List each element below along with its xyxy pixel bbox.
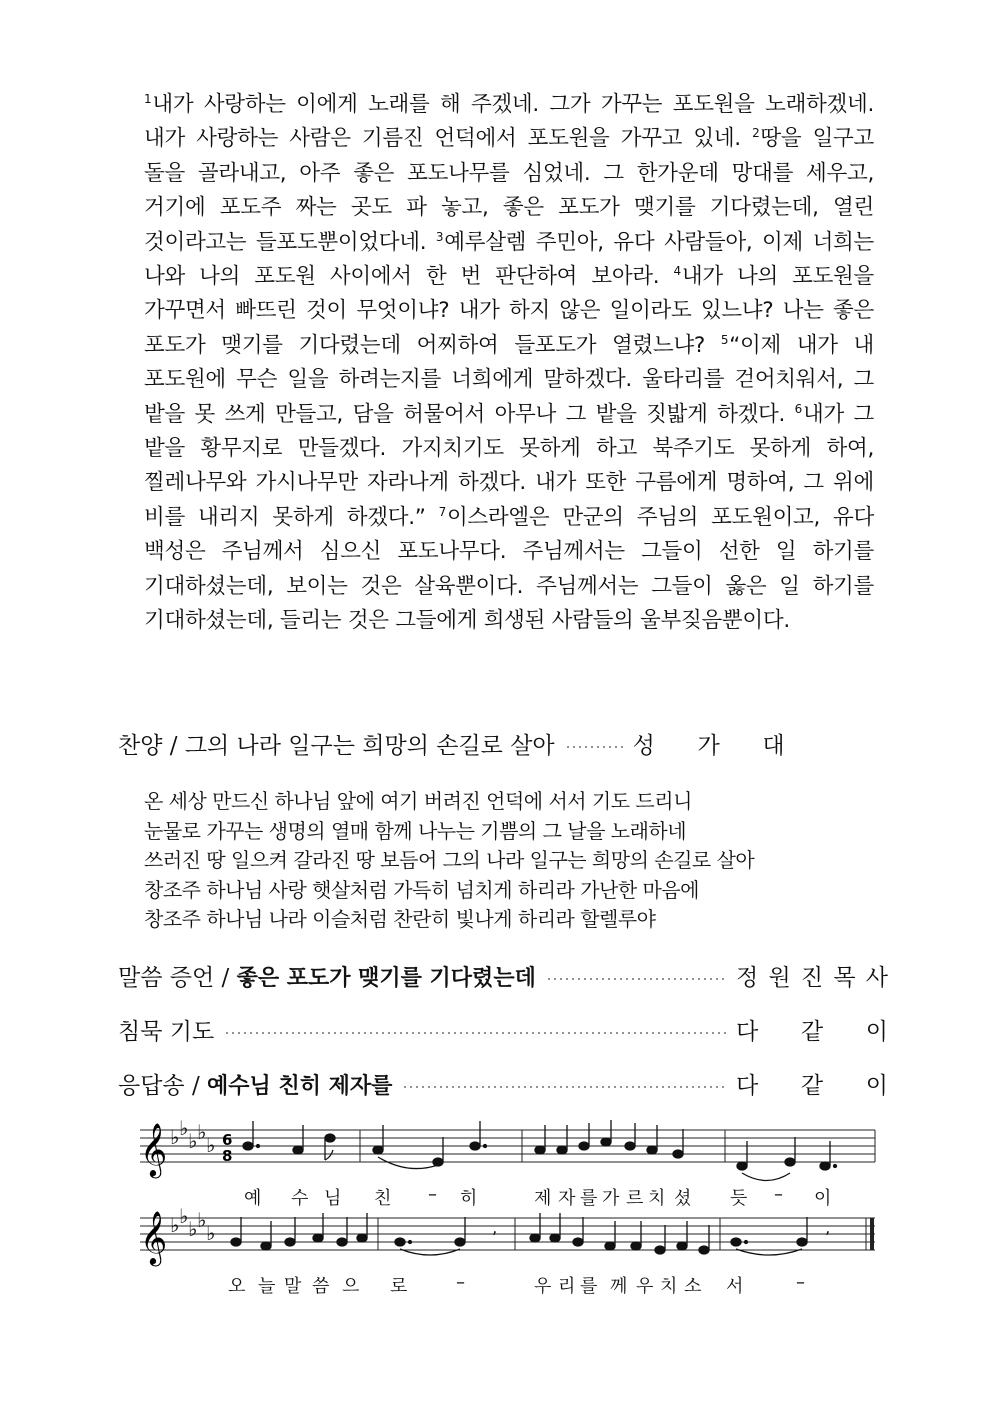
treble-clef-icon: 𝄞 xyxy=(140,1122,168,1176)
performer-char: 다 xyxy=(736,1018,759,1045)
order-item-performer xyxy=(736,1013,888,1046)
lyric-syllable: 이 xyxy=(814,1188,832,1209)
lyric-syllable: 치 xyxy=(660,1276,678,1297)
order-item-prefix: 응답송 / xyxy=(118,1072,208,1099)
svg-text:♭: ♭ xyxy=(197,1208,207,1232)
verse-text: 내가 사랑하는 이에게 노래를 해 주겠네. 그가 가꾸는 포도원을 노래하겠네. 내가 사랑하는 사람은 기름진 언덕에서 포도원을 가꾸고 있네. xyxy=(144,92,874,152)
lyric-syllable: 자 xyxy=(558,1188,576,1209)
key-signature-flats xyxy=(170,1116,215,1157)
lyric-syllable: 서 xyxy=(726,1276,744,1297)
rest-marks xyxy=(492,1228,830,1247)
order-item-label xyxy=(118,727,555,760)
lyric-syllable: – xyxy=(428,1184,437,1205)
verse-text: 내가 그 밭을 황무지로 만들겠다. 가지치기도 못하게 하고 북주기도 못하게 하여, 찔레나무와 가시나무만 자라나게 하겠다. 내가 또한 구름에게 명하여, 그 위에 비를 내리지 못하게 하겠다.” xyxy=(144,401,874,530)
speaker-char: 정 xyxy=(736,964,759,991)
speaker-char: 원 xyxy=(768,964,791,991)
svg-text:ʼ: ʼ xyxy=(492,1228,498,1247)
speaker-char: 진 xyxy=(800,964,824,991)
lyric-syllable: 를 xyxy=(580,1188,598,1209)
lyric-syllable: – xyxy=(796,1272,805,1293)
lyric-syllable: 오 xyxy=(228,1276,246,1297)
dot-leader xyxy=(565,746,623,748)
performer-char: 대 xyxy=(762,732,785,759)
order-item-label: 침묵 기도 xyxy=(118,1018,215,1045)
verse-number: 2 xyxy=(752,126,760,141)
svg-text:♭: ♭ xyxy=(170,1213,180,1237)
lyric-syllable: 셨 xyxy=(674,1188,692,1209)
speaker-char: 사 xyxy=(865,964,888,991)
svg-text:♭: ♭ xyxy=(170,1125,180,1149)
order-item-label xyxy=(118,1067,392,1100)
lyric-syllable: 씀 xyxy=(312,1276,330,1297)
lyric-syllable: 듯 xyxy=(730,1188,748,1209)
order-item-performer xyxy=(633,727,785,760)
svg-text:♭: ♭ xyxy=(188,1217,198,1241)
order-item-silent-prayer xyxy=(118,1011,888,1047)
lyric-syllable: 예 xyxy=(244,1188,262,1209)
performer-char: 같 xyxy=(800,1072,824,1099)
svg-text:♭: ♭ xyxy=(179,1116,189,1140)
hymn-line: 쓰러진 땅 일으켜 갈라진 땅 보듬어 그의 나라 일구는 희망의 손길로 살아 xyxy=(144,848,755,872)
treble-clef-icon: 𝄞 xyxy=(140,1210,168,1264)
verse-number: 1 xyxy=(144,92,152,106)
verse-number: 7 xyxy=(438,504,446,519)
lyric-syllable: 로 xyxy=(390,1276,408,1297)
svg-text:♭: ♭ xyxy=(206,1133,216,1157)
sermon-title: 좋은 포도가 맺기를 기다렸는데 xyxy=(236,965,536,991)
performer-char: 가 xyxy=(697,732,720,759)
lyric-syllable: 께 xyxy=(610,1276,628,1297)
lyric-syllable: 소 xyxy=(684,1276,702,1297)
lyric-syllable: 를 xyxy=(580,1276,598,1297)
svg-text:♭: ♭ xyxy=(179,1204,189,1228)
performer-char: 성 xyxy=(632,732,655,759)
time-signature-bottom: 8 xyxy=(222,1147,233,1165)
verse-text: 내가 나의 포도원을 가꾸면서 빠뜨린 것이 무엇이냐? 내가 하지 않은 일이라도 있느냐? 나는 좋은 포도가 맺기를 기다렸는데 어찌하여 들포도가 열렸느냐? xyxy=(144,264,874,358)
performer-char: 같 xyxy=(800,1018,824,1045)
svg-text:♭: ♭ xyxy=(206,1221,216,1245)
verse-text: 땅을 일구고 돌을 골라내고, 아주 좋은 포도나무를 심었네. 그 한가운데 망대를 세우고, 거기에 포도주 짜는 곳도 파 놓고, 좋은 포도가 맺기를 기다렸는데, 열린 것이라고는 들포도뿐이었다네. xyxy=(144,126,874,255)
svg-text:♭: ♭ xyxy=(188,1129,198,1153)
verse-number: 4 xyxy=(673,264,681,279)
verse-text: “이제 내가 내 포도원에 무슨 일을 하려는지를 너희에게 말하겠다. 울타리를 걷어치워서, 그 밭을 못 쓰게 만들고, 담을 허물어서 아무나 그 밭을 짓밟게 하겠다. xyxy=(144,332,874,427)
lyric-syllable: 우 xyxy=(636,1276,654,1297)
svg-text:ʼ: ʼ xyxy=(825,1228,831,1247)
order-item-performer xyxy=(736,1067,888,1100)
performer-char: 다 xyxy=(736,1072,759,1099)
performer-char: 이 xyxy=(865,1018,888,1045)
lyric-syllable: 우 xyxy=(534,1276,552,1297)
lyric-syllable: 님 xyxy=(324,1188,342,1209)
key-signature-flats xyxy=(170,1204,215,1245)
verse-number: 3 xyxy=(435,229,444,244)
hymn-lyrics xyxy=(144,787,874,935)
dot-leader xyxy=(402,1086,726,1088)
order-item-praise xyxy=(118,725,888,761)
lyric-syllable: 리 xyxy=(558,1276,576,1297)
hymn-line: 창조주 하나님 나라 이슬처럼 찬란히 빛나게 하리라 할렐루야 xyxy=(144,907,656,931)
verse-text: 이스라엘은 만군의 주님의 포도원이고, 유다 백성은 주님께서 심으신 포도나무다. 주님께서는 그들이 선한 일 하기를 기대하셨는데, 보이는 것은 살육뿐이다. 주님께서는 그들이 옳은 일 하기를 기대하셨는데, 들리는 것은 그들에게 희생된 사람들의 울부짖음뿐이다. xyxy=(144,504,874,634)
lyric-syllable: – xyxy=(774,1184,783,1205)
performer-char: 이 xyxy=(865,1072,888,1099)
praise-title: 그의 나라 일구는 희망의 손길로 살아 xyxy=(184,732,555,759)
lyric-syllable: 늘 xyxy=(258,1276,276,1297)
dot-leader xyxy=(546,978,726,980)
verse-text: 예루살렘 주민아, 유다 사람들아, 이제 너희는 나와 나의 포도원 사이에서 한 번 판단하여 보아라. xyxy=(144,229,874,290)
lyric-syllable: – xyxy=(456,1272,465,1293)
order-item-prefix: 말씀 증언 / xyxy=(118,964,237,991)
verse-number: 6 xyxy=(794,401,802,416)
lyric-syllable: 르 xyxy=(626,1188,644,1209)
scripture-passage xyxy=(144,88,874,639)
lyric-syllable: 수 xyxy=(291,1188,309,1209)
notes-line-1 xyxy=(243,1120,837,1181)
verse-number: 5 xyxy=(720,332,729,347)
lyric-syllable: 제 xyxy=(534,1188,552,1209)
order-item-label xyxy=(118,959,536,992)
hymn-line: 창조주 하나님 사랑 햇살처럼 가득히 넘치게 하리라 가난한 마음에 xyxy=(144,877,699,902)
hymn-line: 온 세상 만드신 하나님 앞에 여기 버려진 언덕에 서서 기도 드리니 xyxy=(144,789,692,813)
lyric-syllable: 으 xyxy=(342,1276,360,1297)
lyric-syllable: 친 xyxy=(374,1188,392,1209)
hymn-line: 눈물로 가꾸는 생명의 열매 함께 나누는 기쁨의 그 날을 노래하네 xyxy=(144,818,687,843)
order-item-performer xyxy=(736,959,888,992)
speaker-char: 목 xyxy=(833,964,856,991)
dot-leader xyxy=(224,1032,726,1034)
response-title: 예수님 친히 제자를 xyxy=(207,1073,393,1099)
lyric-syllable: 치 xyxy=(648,1188,666,1209)
staff-line-2 xyxy=(140,1218,875,1250)
time-signature-top: 6 xyxy=(222,1131,233,1149)
svg-text:♭: ♭ xyxy=(197,1120,207,1144)
lyric-syllable: 가 xyxy=(602,1188,620,1209)
lyric-syllable: 히 xyxy=(460,1188,478,1209)
order-item-sermon xyxy=(118,957,888,993)
order-item-prefix: 찬양 / xyxy=(118,732,185,759)
order-item-response xyxy=(118,1065,888,1101)
lyric-syllable: 말 xyxy=(284,1276,302,1297)
